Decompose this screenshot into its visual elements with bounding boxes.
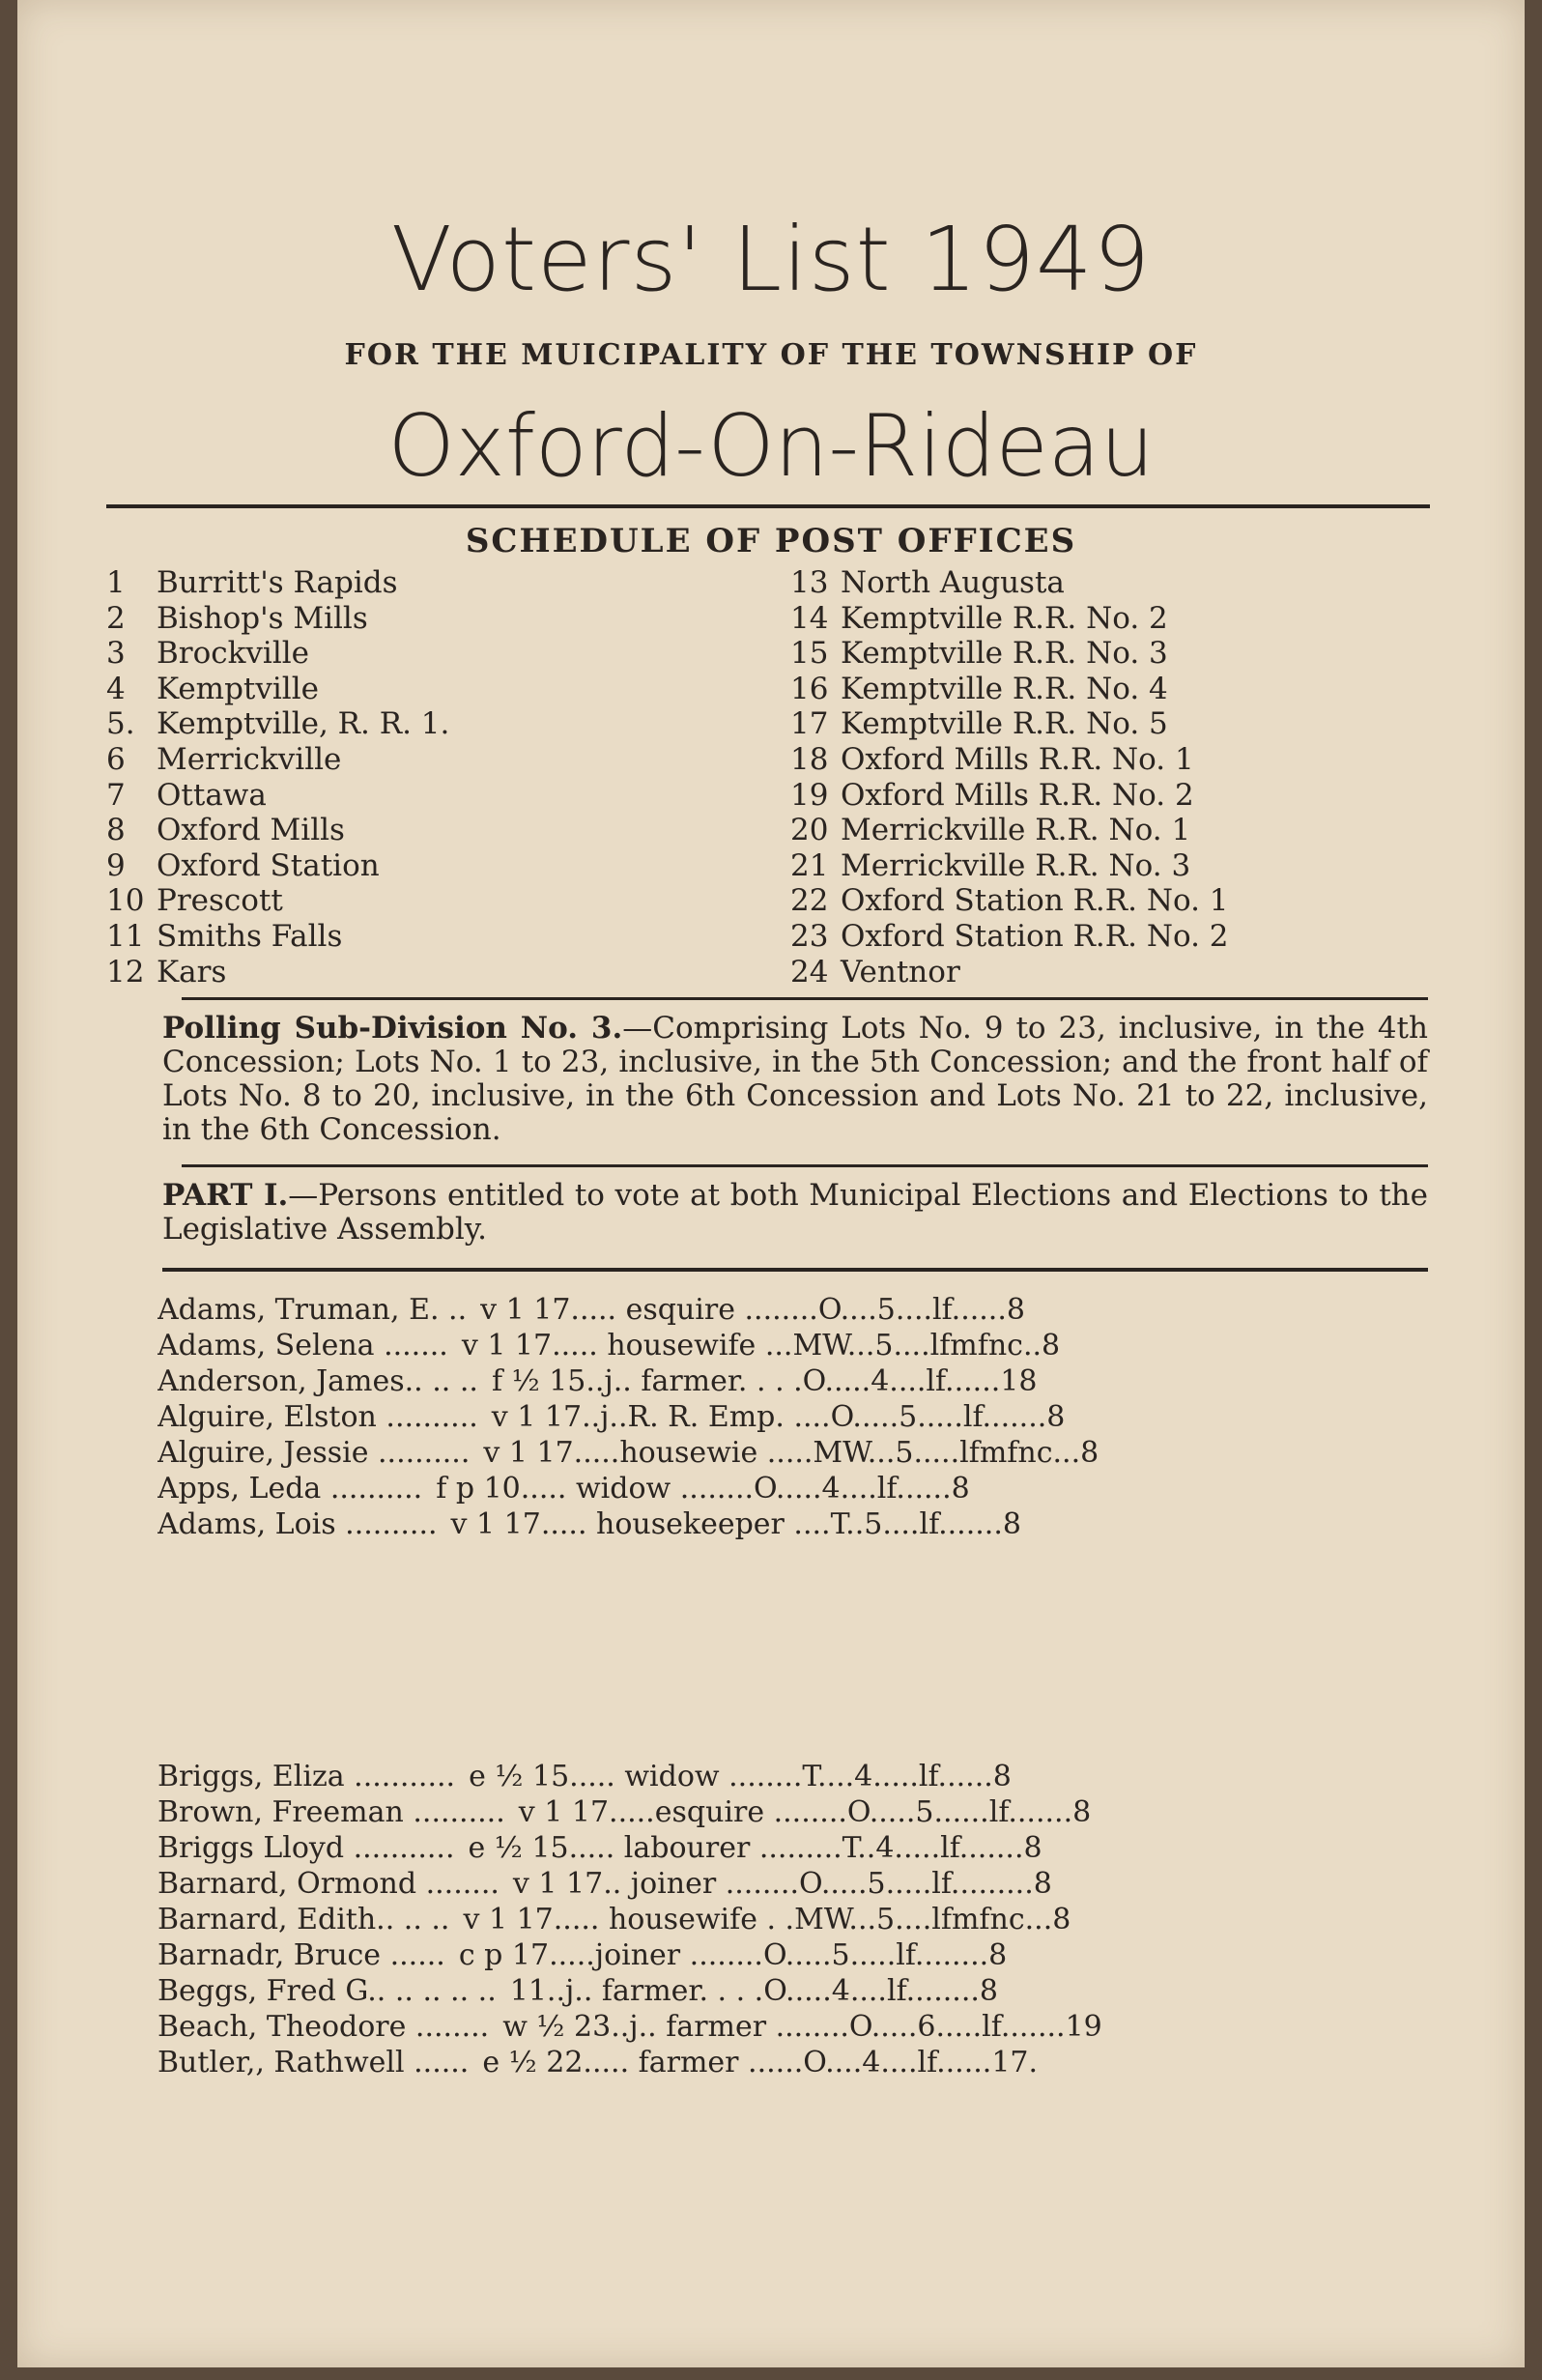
post-office-name: Oxford Station R.R. No. 1 <box>841 883 1229 919</box>
post-office-item <box>106 706 449 742</box>
post-office-number: 4 <box>106 671 126 706</box>
post-office-item <box>106 955 449 990</box>
post-office-name: Oxford Mills <box>157 813 345 848</box>
divider <box>182 1164 1428 1167</box>
post-office-name: Kemptville, R. R. 1. <box>157 706 450 742</box>
post-office-item <box>106 601 449 637</box>
post-office-item <box>790 848 1229 884</box>
voter-entry <box>157 2009 1433 2045</box>
post-office-number: 12 <box>106 954 145 989</box>
voter-name: Alguire, Jessie .......... <box>157 1436 471 1470</box>
post-office-number: 23 <box>790 918 829 954</box>
voter-details: v 1 17..... housewife ...MW...5....lfmfnc..8 <box>461 1329 1061 1362</box>
voter-entry <box>157 1506 1433 1542</box>
post-office-number: 6 <box>106 741 126 777</box>
post-office-number: 7 <box>106 777 126 813</box>
voter-details: e ½ 15..... labourer .........T..4.....lf.......8 <box>468 1831 1042 1865</box>
voter-details: e ½ 22..... farmer ......O....4....lf......17. <box>482 2046 1039 2079</box>
post-office-item <box>106 848 449 884</box>
post-office-item <box>790 672 1229 707</box>
voter-entry <box>157 1973 1433 2009</box>
voter-name: Barnadr, Bruce ...... <box>157 1938 445 1972</box>
post-office-name: Merrickville <box>157 741 342 777</box>
post-office-number: 2 <box>106 600 126 636</box>
post-office-item <box>106 883 449 919</box>
post-office-number: 17 <box>790 706 829 742</box>
post-office-name: Brockville <box>157 636 310 672</box>
post-office-name: Oxford Station <box>157 847 380 883</box>
voter-entry <box>157 1830 1433 1866</box>
post-office-item <box>106 778 449 814</box>
post-office-item <box>790 955 1229 990</box>
post-office-name: North Augusta <box>841 565 1065 600</box>
post-office-number: 1 <box>106 565 126 600</box>
voter-entry <box>157 1292 1433 1328</box>
post-office-number: 5. <box>106 706 135 742</box>
post-office-number: 3 <box>106 636 126 672</box>
voter-entry <box>157 1471 1433 1506</box>
post-office-name: Merrickville R.R. No. 3 <box>841 847 1191 883</box>
voter-name: Apps, Leda .......... <box>157 1472 423 1505</box>
polling-description: —Comprising Lots No. 9 to 23, inclusive, in the 4th Concession; Lots No. 1 to 23, inclusive, in the 5th Concession; and the front half of Lots No. 8 to 20, inclusive, in the 6th Concession and Lots No. 21 to 22, inclusive, in the 6th Concession. <box>162 1011 1428 1147</box>
voter-name: Brown, Freeman .......... <box>157 1795 505 1829</box>
post-office-name: Oxford Mills R.R. No. 1 <box>841 741 1194 777</box>
voter-name: Beggs, Fred G.. .. .. .. .. <box>157 1974 497 2008</box>
divider <box>182 997 1428 1000</box>
post-office-item <box>790 813 1229 848</box>
voter-name: Adams, Selena ....... <box>157 1329 448 1362</box>
post-office-item <box>790 883 1229 919</box>
voter-details: f ½ 15..j.. farmer. . . .O.....4....lf......18 <box>491 1364 1038 1398</box>
divider <box>162 1268 1428 1272</box>
post-office-name: Kemptville R.R. No. 3 <box>841 636 1168 672</box>
post-office-number: 11 <box>106 918 145 954</box>
post-office-item <box>106 672 449 707</box>
voter-entry <box>157 1435 1433 1471</box>
post-office-item <box>790 636 1229 672</box>
page-subtitle: FOR THE MUICIPALITY OF THE TOWNSHIP OF <box>344 338 1198 372</box>
post-office-item <box>106 742 449 778</box>
post-office-number: 20 <box>790 813 829 848</box>
post-office-number: 14 <box>790 600 829 636</box>
voter-details: v 1 17..... housekeeper ....T..5....lf.......8 <box>450 1507 1021 1541</box>
voter-name: Barnard, Ormond ........ <box>157 1867 500 1901</box>
post-office-name: Burritt's Rapids <box>157 565 398 600</box>
post-office-number: 10 <box>106 883 145 919</box>
voter-details: v 1 17.....housewie .....MW...5.....lfmfnc...8 <box>483 1436 1099 1470</box>
voter-entry <box>157 1937 1433 1973</box>
voter-name: Alguire, Elston .......... <box>157 1400 478 1434</box>
voter-entry <box>157 1363 1433 1399</box>
post-office-number: 15 <box>790 636 829 672</box>
polling-heading: Polling Sub-Division No. 3. <box>162 1011 623 1046</box>
post-office-name: Kemptville R.R. No. 5 <box>841 706 1168 742</box>
post-office-number: 18 <box>790 741 829 777</box>
post-office-name: Kars <box>157 954 227 989</box>
post-office-item <box>106 565 449 601</box>
page-title: Voters' List 1949 <box>390 208 1152 311</box>
voter-name: Butler,, Rathwell ...... <box>157 2046 470 2079</box>
voter-name: Anderson, James.. .. .. <box>157 1364 478 1398</box>
polling-subdivision-text <box>162 1012 1428 1147</box>
voter-name: Beach, Theodore ........ <box>157 2010 490 2044</box>
voter-entry <box>157 1399 1433 1435</box>
voter-details: 11..j.. farmer. . . .O.....4....lf........8 <box>509 1974 998 2008</box>
post-office-name: Ottawa <box>157 777 267 813</box>
voter-entry <box>157 1866 1433 1902</box>
post-office-name: Oxford Mills R.R. No. 2 <box>841 777 1194 813</box>
voter-entry <box>157 1328 1433 1363</box>
post-office-item <box>106 813 449 848</box>
voter-entry <box>157 1902 1433 1937</box>
voter-name: Barnard, Edith.. .. .. <box>157 1903 450 1936</box>
voter-name: Adams, Lois .......... <box>157 1507 438 1541</box>
voter-entry <box>157 1794 1433 1830</box>
part-one-heading: PART I. <box>162 1178 289 1213</box>
post-office-name: Bishop's Mills <box>157 600 368 636</box>
post-office-item <box>790 601 1229 637</box>
post-office-item <box>106 636 449 672</box>
schedule-title: SCHEDULE OF POST OFFICES <box>465 522 1077 560</box>
part-one-text <box>162 1179 1428 1247</box>
voter-details: w ½ 23..j.. farmer ........O.....6.....lf.......19 <box>502 2010 1102 2044</box>
voter-details: c p 17.....joiner ........O.....5.....lf........8 <box>458 1938 1008 1972</box>
voter-details: v 1 17..... esquire ........O....5....lf......8 <box>480 1293 1025 1327</box>
voter-details: e ½ 15..... widow ........T....4.....lf......8 <box>469 1760 1012 1793</box>
post-office-item <box>790 742 1229 778</box>
voter-entry <box>157 2045 1433 2080</box>
post-office-name: Kemptville R.R. No. 2 <box>841 600 1168 636</box>
voter-entry <box>157 1759 1433 1794</box>
post-office-name: Kemptville <box>157 671 319 706</box>
voter-name: Briggs Lloyd ........... <box>157 1831 455 1865</box>
post-office-name: Merrickville R.R. No. 1 <box>841 813 1191 848</box>
voter-list-group-2 <box>157 1759 1433 2080</box>
voter-details: v 1 17.....esquire ........O.....5......lf.......8 <box>518 1795 1092 1829</box>
voter-list-group-1 <box>157 1292 1433 1542</box>
post-office-list-right <box>790 565 1229 989</box>
post-office-number: 24 <box>790 954 829 989</box>
post-office-name: Ventnor <box>841 954 960 989</box>
voter-details: v 1 17..j..R. R. Emp. ....O.....5.....lf.......8 <box>491 1400 1066 1434</box>
post-office-name: Smiths Falls <box>157 918 343 954</box>
voter-name: Adams, Truman, E. .. <box>157 1293 468 1327</box>
divider <box>106 504 1430 508</box>
voters-list-page <box>17 0 1525 2367</box>
post-office-item <box>790 565 1229 601</box>
post-office-number: 19 <box>790 777 829 813</box>
post-office-item <box>106 919 449 955</box>
post-office-item <box>790 778 1229 814</box>
part-one-description: —Persons entitled to vote at both Municipal Elections and Elections to the Legislative Assembly. <box>162 1178 1428 1247</box>
post-office-list-left <box>106 565 449 989</box>
post-office-name: Oxford Station R.R. No. 2 <box>841 918 1229 954</box>
post-office-number: 9 <box>106 847 126 883</box>
post-office-item <box>790 919 1229 955</box>
post-office-name: Prescott <box>157 883 283 919</box>
post-office-item <box>790 706 1229 742</box>
post-office-number: 22 <box>790 883 829 919</box>
post-office-number: 13 <box>790 565 829 600</box>
post-office-number: 16 <box>790 671 829 706</box>
post-office-name: Kemptville R.R. No. 4 <box>841 671 1168 706</box>
post-office-number: 21 <box>790 847 829 883</box>
township-name: Oxford-On-Rideau <box>387 396 1155 496</box>
voter-details: v 1 17..... housewife . .MW...5....lfmfnc...8 <box>463 1903 1071 1936</box>
post-office-number: 8 <box>106 813 126 848</box>
voter-details: v 1 17.. joiner ........O.....5.....lf.........8 <box>512 1867 1052 1901</box>
voter-details: f p 10..... widow ........O.....4....lf......8 <box>436 1472 970 1505</box>
voter-name: Briggs, Eliza ........... <box>157 1760 456 1793</box>
